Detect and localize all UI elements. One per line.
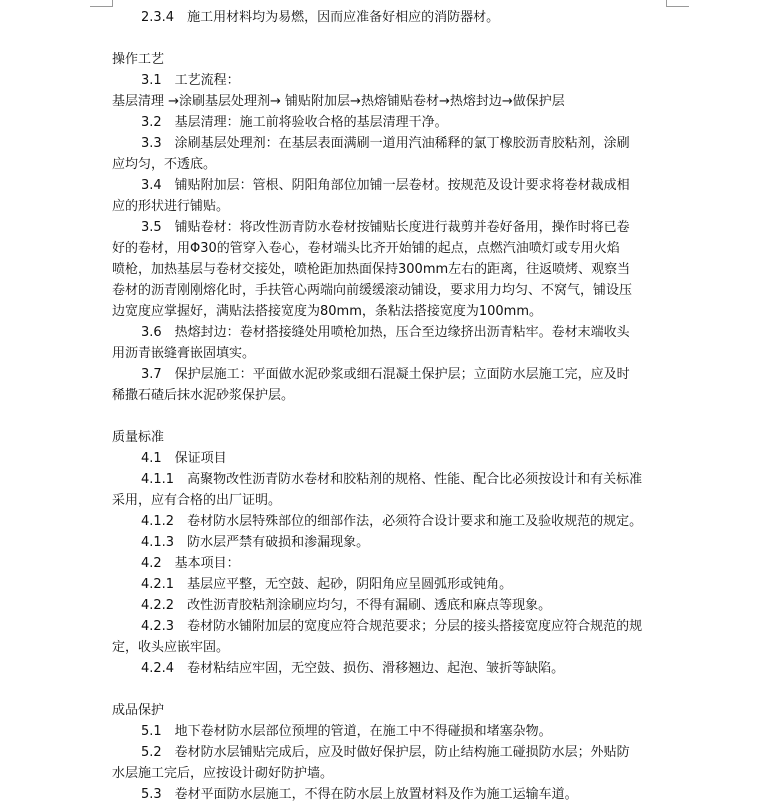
text-line: 好的卷材，用Φ30的管穿入卷心，卷材端头比齐开始铺的起点，点燃汽油喷灯或专用火焰	[112, 241, 620, 256]
text-line: 3.4 铺贴附加层：管根、阴阳角部位加铺一层卷材。按规范及设计要求将卷材裁成相	[141, 178, 630, 193]
text-line: 4.2.3 卷材防水铺附加层的宽度应符合规范要求；分层的接头搭接宽度应符合规范的规	[141, 619, 643, 634]
section-spacer	[112, 406, 672, 427]
text-line: 边宽度应掌握好，满贴法搭接宽度为80mm，条粘法搭接宽度为100mm。	[112, 304, 543, 319]
section-heading: 操作工艺	[112, 52, 165, 67]
text-line: 应的形状进行铺贴。	[112, 199, 230, 214]
text-line: 4.1.3 防水层严禁有破损和渗漏现象。	[141, 535, 370, 550]
text-line: 水层施工完后，应按设计砌好防护墙。	[112, 766, 334, 781]
text-line: 3.7 保护层施工：平面做水泥砂浆或细石混凝土保护层；立面防水层施工完，应及时	[141, 367, 630, 382]
margin-corner-mark-right	[666, 0, 689, 7]
section-spacer	[112, 679, 672, 700]
text-line: 3.6 热熔封边：卷材搭接缝处用喷枪加热，压合至边缘挤出沥青粘牢。卷材末端收头	[141, 325, 630, 340]
text-line: 喷枪，加热基层与卷材交接处，喷枪距加热面保持300mm左右的距离，往返喷烤、观察当	[112, 262, 631, 277]
text-line: 稀撒石碴后抹水泥砂浆保护层。	[112, 388, 295, 403]
text-line: 4.2.2 改性沥青胶粘剂涂刷应均匀，不得有漏刷、透底和麻点等现象。	[141, 598, 552, 613]
text-line: 基层清理 →涂刷基层处理剂→ 铺贴附加层→热熔铺贴卷材→热熔封边→做保护层	[112, 94, 565, 109]
text-line: 应均匀，不透底。	[112, 157, 217, 172]
text-line: 3.5 铺贴卷材：将改性沥青防水卷材按铺贴长度进行裁剪并卷好备用，操作时将已卷	[141, 220, 630, 235]
text-line: 4.2.4 卷材粘结应牢固，无空鼓、损伤、滑移翘边、起泡、皱折等缺陷。	[141, 661, 565, 676]
margin-corner-mark-left	[90, 0, 113, 7]
text-line: 5.3 卷材平面防水层施工，不得在防水层上放置材料及作为施工运输车道。	[141, 787, 578, 802]
text-line: 4.1 保证项目	[141, 451, 227, 466]
text-line: 4.1.2 卷材防水层特殊部位的细部作法，必须符合设计要求和施工及验收规范的规定。	[141, 514, 643, 529]
text-line: 4.2.1 基层应平整，无空鼓、起砂，阴阳角应呈圆弧形或钝角。	[141, 577, 513, 592]
text-line: 5.1 地下卷材防水层部位预埋的管道，在施工中不得碰损和堵塞杂物。	[141, 724, 552, 739]
text-line: 2.3.4 施工用材料均为易燃，因而应准备好相应的消防器材。	[141, 10, 500, 25]
text-line: 卷材的沥青刚刚熔化时，手扶管心两端向前缓缓滚动铺设，要求用力均匀、不窝气，铺设压	[112, 283, 633, 298]
section-spacer	[112, 28, 672, 49]
text-line: 5.2 卷材防水层铺贴完成后，应及时做好保护层，防止结构施工碰损防水层；外贴防	[141, 745, 630, 760]
text-line: 3.1 工艺流程：	[141, 73, 240, 88]
section-heading: 成品保护	[112, 703, 165, 718]
text-line: 定，收头应嵌牢固。	[112, 640, 230, 655]
text-line: 用沥青嵌缝膏嵌固填实。	[112, 346, 256, 361]
text-line: 采用，应有合格的出厂证明。	[112, 493, 282, 508]
section-heading: 质量标准	[112, 430, 165, 445]
text-line: 3.2 基层清理：施工前将验收合格的基层清理干净。	[141, 115, 448, 130]
text-line: 3.3 涂刷基层处理剂：在基层表面满刷一道用汽油稀释的氯丁橡胶沥青胶粘剂，涂刷	[141, 136, 630, 151]
text-line: 4.2 基本项目：	[141, 556, 240, 571]
document-body	[112, 7, 672, 805]
text-line: 4.1.1 高聚物改性沥青防水卷材和胶粘剂的规格、性能、配合比必须按设计和有关标准	[141, 472, 643, 487]
